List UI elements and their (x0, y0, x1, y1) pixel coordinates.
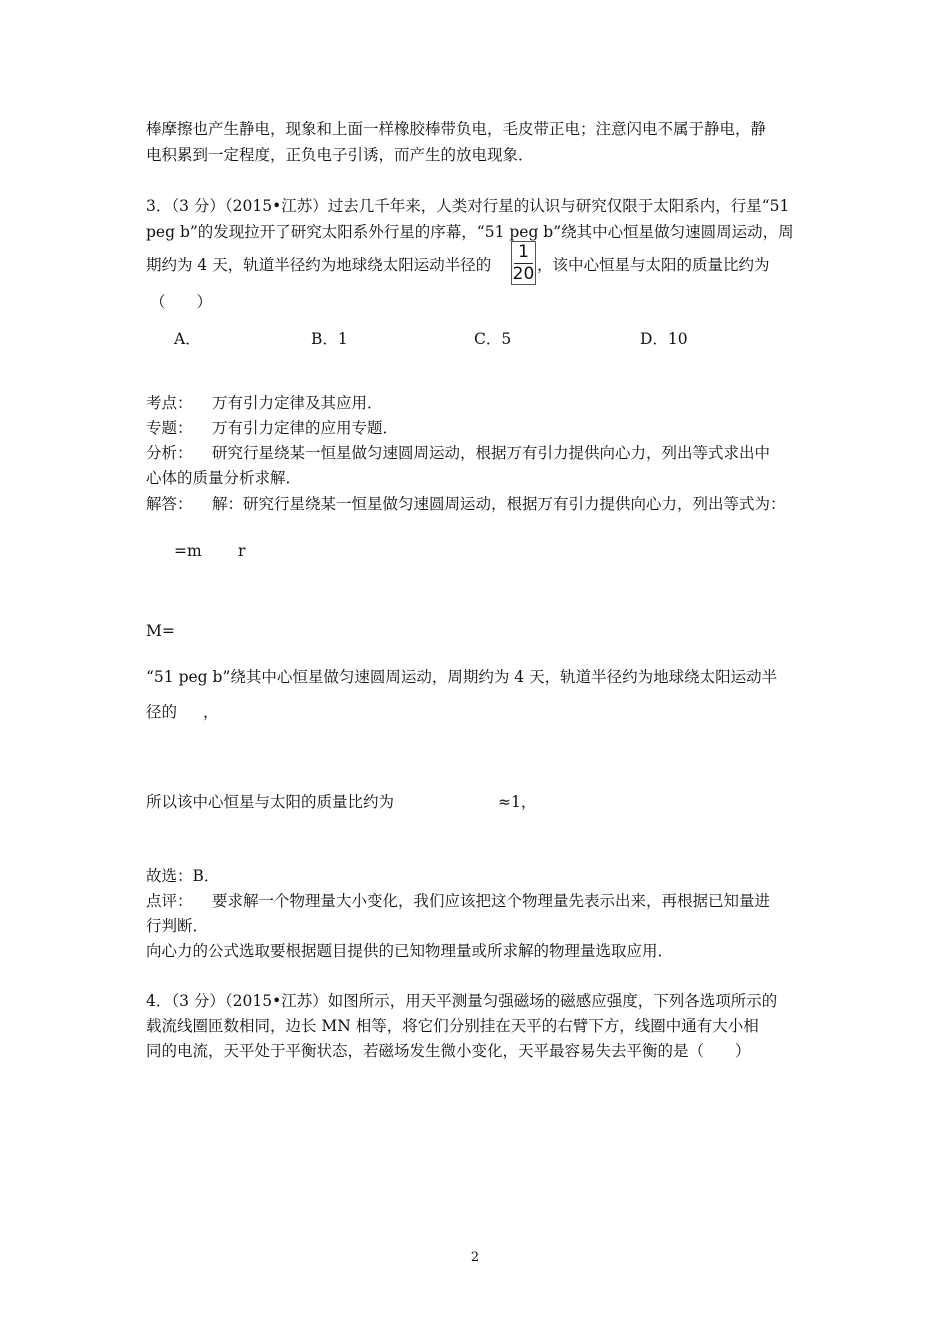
jieda-row (146, 494, 786, 514)
option-a: A． (174, 330, 201, 348)
jieda-line3a: 径的 (146, 703, 178, 721)
jieda-line4b: ≈1， (498, 793, 537, 811)
fenxi-label: 分析： (146, 444, 193, 462)
dianping-row (146, 891, 770, 911)
question3-line3a: 期约为 4 天，轨道半径约为地球绕太阳运动半径的 (146, 256, 492, 274)
zhuanti-label: 专题： (146, 419, 193, 437)
jieda-line2: “51 peg b”绕其中心恒星做匀速圆周运动，周期约为 4 天，轨道半径约为地球绕太阳运动半 (146, 668, 778, 686)
fraction-denominator: 20 (512, 263, 535, 284)
equation-2: M= (146, 622, 175, 640)
text-line: 棒摩擦也产生静电，现象和上面一样橡胶棒带负电，毛皮带正电；注意闪电不属于静电，静 (146, 120, 767, 138)
fraction-image (511, 241, 536, 285)
fenxi-text: 研究行星绕某一恒星做匀速圆周运动，根据万有引力提供向心力，列出等式求出中 (212, 444, 771, 462)
option-d: D．10 (640, 330, 688, 348)
jieda-line4a: 所以该中心恒星与太阳的质量比约为 (146, 793, 395, 811)
question3-line3b: ，该中心恒星与太阳的质量比约为 (537, 256, 770, 274)
page-number: 2 (470, 1250, 480, 1265)
zhuanti-text: 万有引力定律的应用专题． (212, 419, 399, 437)
question3-line1: 3．（3 分）（2015•江苏）过去几千年来，人类对行星的认识与研究仅限于太阳系内，行星“51 (146, 197, 790, 215)
jieda-text: 解：研究行星绕某一恒星做匀速圆周运动，根据万有引力提供向心力，列出等式为： (212, 495, 786, 513)
kaodian-label: 考点： (146, 394, 193, 412)
question4-line2: 载流线圈匝数相同，边长 MN 相等，将它们分别挂在天平的右臂下方，线圈中通有大小相 (146, 1017, 759, 1035)
zhuanti-row (146, 418, 398, 438)
dianping-line3: 向心力的公式选取要根据题目提供的已知物理量或所求解的物理量选取应用． (146, 942, 674, 960)
fenxi-line2: 心体的质量分析求解． (146, 469, 302, 487)
question3-line2: peg b”的发现拉开了研究太阳系外行星的序幕，“51 peg b”绕其中心恒星做匀速圆周运动，周 (146, 223, 794, 241)
dianping-label: 点评： (146, 892, 193, 910)
dianping-line2: 行判断． (146, 917, 209, 935)
dianping-text: 要求解一个物理量大小变化，我们应该把这个物理量先表示出来，再根据已知量进 (212, 892, 771, 910)
option-c: C．5 (474, 330, 512, 348)
equation-1b: r (238, 542, 246, 560)
answer-paren: （ ） (150, 293, 213, 311)
guxuan-line: 故选：B． (146, 867, 220, 885)
kaodian-row (146, 393, 383, 413)
text-line: 电积累到一定程度，正负电子引诱，而产生的放电现象． (146, 146, 534, 164)
question4-line1: 4．（3 分）（2015•江苏）如图所示，用天平测量匀强磁场的磁感应强度，下列各选项所示的 (146, 992, 778, 1010)
equation-1a: =m (174, 542, 202, 560)
jieda-line3b: ， (203, 703, 219, 721)
fraction-numerator: 1 (518, 241, 529, 262)
option-b: B．1 (311, 330, 348, 348)
fenxi-row (146, 443, 770, 463)
kaodian-text: 万有引力定律及其应用． (212, 394, 383, 412)
jieda-label: 解答： (146, 495, 193, 513)
question4-line3: 同的电流，天平处于平衡状态，若磁场发生微小变化，天平最容易失去平衡的是（ ） (146, 1042, 751, 1060)
